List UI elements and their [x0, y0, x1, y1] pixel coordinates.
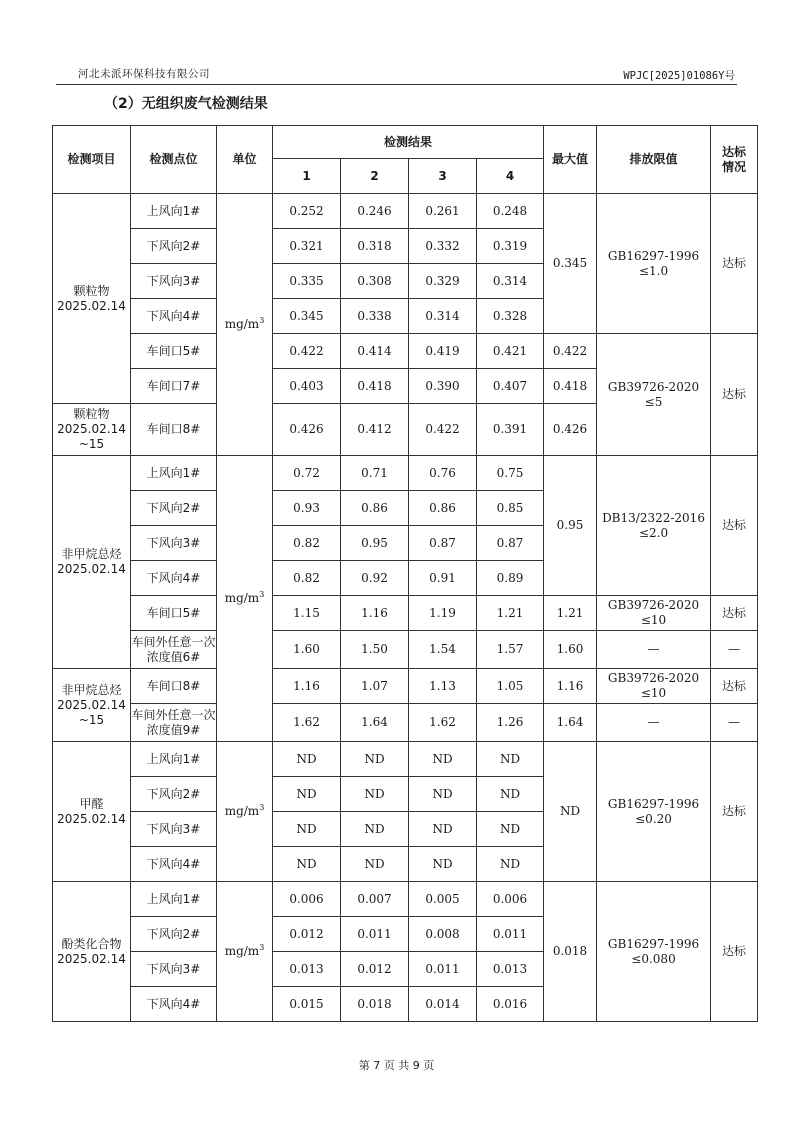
value-cell: 0.314	[477, 264, 544, 299]
value-cell: 0.72	[273, 456, 341, 491]
status-cell: —	[711, 704, 758, 742]
limit-standard: GB39726-2020	[607, 671, 700, 685]
table-row	[53, 742, 758, 777]
unit-cell: $mg/m^3$	[217, 456, 273, 742]
point-cell: 下风向2#	[131, 917, 217, 952]
col-header-limit: 排放限值	[597, 126, 711, 194]
value-cell: 0.011	[409, 952, 477, 987]
col-header-run-3: 3	[409, 159, 477, 194]
limit-cell	[597, 742, 711, 882]
company-name: 河北未派环保科技有限公司	[78, 68, 210, 80]
value-cell: 0.252	[273, 194, 341, 229]
value-cell: 0.91	[409, 561, 477, 596]
value-cell: 0.318	[341, 229, 409, 264]
value-cell: 1.16	[341, 596, 409, 631]
limit-standard: GB16297-1996	[607, 248, 700, 263]
col-header-item: 检测项目	[53, 126, 131, 194]
status-cell: 达标	[711, 669, 758, 704]
value-cell: 0.414	[341, 334, 409, 369]
value-cell: 0.018	[341, 987, 409, 1022]
point-cell: 下风向3#	[131, 952, 217, 987]
status-cell: 达标	[711, 596, 758, 631]
value-cell: 0.390	[409, 369, 477, 404]
value-cell: ND	[477, 777, 544, 812]
value-cell: 0.422	[409, 404, 477, 456]
value-cell: 1.64	[341, 704, 409, 742]
value-cell: 0.013	[273, 952, 341, 987]
table-row	[53, 882, 758, 917]
value-cell: 0.391	[477, 404, 544, 456]
limit-cell	[597, 596, 711, 631]
item-cell	[53, 882, 131, 1022]
value-cell: 0.95	[341, 526, 409, 561]
point-cell: 车间外任意一次浓度值6#	[131, 631, 217, 669]
value-cell: 1.50	[341, 631, 409, 669]
max-cell: 0.418	[544, 369, 597, 404]
value-cell: 0.76	[409, 456, 477, 491]
item-date: 2025.02.14	[57, 951, 126, 966]
item-cell	[53, 669, 131, 742]
limit-value: ≤5	[644, 394, 663, 409]
value-cell: 0.319	[477, 229, 544, 264]
point-cell: 下风向4#	[131, 987, 217, 1022]
value-cell: 0.006	[273, 882, 341, 917]
item-cell	[53, 404, 131, 456]
section-title: （2）无组织废气检测结果	[104, 96, 268, 112]
value-cell: 0.314	[409, 299, 477, 334]
value-cell: 0.248	[477, 194, 544, 229]
item-name: 酚类化合物	[61, 936, 122, 951]
value-cell: 1.62	[273, 704, 341, 742]
item-date: 2025.02.14~15	[57, 697, 126, 727]
col-header-results: 检测结果	[273, 126, 544, 159]
value-cell: 1.05	[477, 669, 544, 704]
value-cell: ND	[273, 847, 341, 882]
value-cell: 0.82	[273, 561, 341, 596]
status-cell: —	[711, 631, 758, 669]
value-cell: ND	[477, 742, 544, 777]
item-name: 非甲烷总烃	[61, 682, 122, 697]
value-cell: 0.86	[409, 491, 477, 526]
value-cell: 1.54	[409, 631, 477, 669]
limit-cell	[597, 669, 711, 704]
value-cell: 1.07	[341, 669, 409, 704]
results-table	[52, 125, 758, 1022]
limit-standard: GB16297-1996	[607, 796, 700, 811]
value-cell: 0.308	[341, 264, 409, 299]
max-cell: 1.60	[544, 631, 597, 669]
col-header-status: 达标情况	[711, 126, 758, 194]
table-row	[53, 194, 758, 229]
limit-standard: GB39726-2020	[607, 598, 700, 612]
point-cell: 上风向1#	[131, 742, 217, 777]
page-number: 第 7 页 共 9 页	[358, 1059, 435, 1072]
limit-cell: —	[597, 704, 711, 742]
value-cell: 1.16	[273, 669, 341, 704]
point-cell: 下风向4#	[131, 847, 217, 882]
limit-cell	[597, 882, 711, 1022]
value-cell: ND	[477, 812, 544, 847]
value-cell: 0.93	[273, 491, 341, 526]
value-cell: 0.012	[341, 952, 409, 987]
max-cell: 1.64	[544, 704, 597, 742]
point-cell: 下风向2#	[131, 491, 217, 526]
value-cell: 0.419	[409, 334, 477, 369]
point-cell: 下风向3#	[131, 526, 217, 561]
value-cell: 0.345	[273, 299, 341, 334]
value-cell: 0.338	[341, 299, 409, 334]
item-date: 2025.02.14	[57, 298, 126, 313]
item-name: 非甲烷总烃	[61, 547, 122, 561]
value-cell: 0.261	[409, 194, 477, 229]
table-row	[53, 334, 758, 369]
value-cell: 0.006	[477, 882, 544, 917]
limit-standard: GB16297-1996	[607, 936, 700, 951]
value-cell: 1.13	[409, 669, 477, 704]
max-cell: 0.018	[544, 882, 597, 1022]
value-cell: ND	[273, 777, 341, 812]
point-cell: 车间口5#	[131, 596, 217, 631]
table-row	[53, 704, 758, 742]
max-cell: 1.16	[544, 669, 597, 704]
max-cell: 1.21	[544, 596, 597, 631]
limit-standard: GB39726-2020	[607, 379, 700, 394]
item-name: 颗粒物	[73, 283, 110, 298]
value-cell: 0.403	[273, 369, 341, 404]
table-row	[53, 456, 758, 491]
value-cell: 0.86	[341, 491, 409, 526]
value-cell: 0.008	[409, 917, 477, 952]
report-number: WPJC[2025]01086Y号	[623, 70, 735, 82]
point-cell: 上风向1#	[131, 194, 217, 229]
col-header-run-1: 1	[273, 159, 341, 194]
value-cell: 0.418	[341, 369, 409, 404]
limit-cell	[597, 194, 711, 334]
item-name: 甲醛	[79, 796, 104, 811]
point-cell: 下风向3#	[131, 264, 217, 299]
unit-cell: $mg/m^3$	[217, 882, 273, 1022]
limit-value: ≤1.0	[638, 263, 669, 278]
value-cell: 1.26	[477, 704, 544, 742]
point-cell: 下风向2#	[131, 229, 217, 264]
item-cell	[53, 456, 131, 669]
point-cell: 上风向1#	[131, 456, 217, 491]
value-cell: 0.85	[477, 491, 544, 526]
value-cell: ND	[409, 847, 477, 882]
status-cell: 达标	[711, 334, 758, 456]
item-cell	[53, 194, 131, 404]
value-cell: 1.60	[273, 631, 341, 669]
value-cell: 0.71	[341, 456, 409, 491]
value-cell: 0.87	[409, 526, 477, 561]
value-cell: 0.329	[409, 264, 477, 299]
table-row	[53, 596, 758, 631]
limit-value: ≤10	[640, 686, 667, 700]
point-cell: 上风向1#	[131, 882, 217, 917]
item-name: 颗粒物	[73, 407, 110, 421]
limit-cell	[597, 334, 711, 456]
value-cell: 0.011	[477, 917, 544, 952]
value-cell: 0.016	[477, 987, 544, 1022]
limit-standard: DB13/2322-2016	[602, 510, 705, 525]
value-cell: 0.422	[273, 334, 341, 369]
limit-value: ≤2.0	[638, 525, 669, 540]
status-cell: 达标	[711, 742, 758, 882]
value-cell: 0.015	[273, 987, 341, 1022]
table-row	[53, 631, 758, 669]
point-cell: 车间口8#	[131, 404, 217, 456]
value-cell: ND	[341, 777, 409, 812]
value-cell: 0.011	[341, 917, 409, 952]
limit-cell	[597, 456, 711, 596]
max-cell: 0.95	[544, 456, 597, 596]
value-cell: ND	[409, 812, 477, 847]
value-cell: 0.75	[477, 456, 544, 491]
max-cell: 0.345	[544, 194, 597, 334]
col-header-run-4: 4	[477, 159, 544, 194]
limit-cell: —	[597, 631, 711, 669]
value-cell: 0.87	[477, 526, 544, 561]
item-date: 2025.02.14	[57, 562, 126, 576]
value-cell: ND	[409, 742, 477, 777]
status-cell: 达标	[711, 194, 758, 334]
value-cell: 1.57	[477, 631, 544, 669]
value-cell: ND	[341, 812, 409, 847]
value-cell: 0.89	[477, 561, 544, 596]
value-cell: 0.321	[273, 229, 341, 264]
value-cell: 0.407	[477, 369, 544, 404]
status-cell: 达标	[711, 882, 758, 1022]
value-cell: 0.014	[409, 987, 477, 1022]
table-row	[53, 669, 758, 704]
point-cell: 车间口8#	[131, 669, 217, 704]
status-cell: 达标	[711, 456, 758, 596]
max-cell: 0.422	[544, 334, 597, 369]
limit-value: ≤10	[640, 613, 667, 627]
value-cell: 0.328	[477, 299, 544, 334]
value-cell: ND	[273, 812, 341, 847]
unit-cell: $mg/m^3$	[217, 742, 273, 882]
col-header-unit: 单位	[217, 126, 273, 194]
value-cell: 0.412	[341, 404, 409, 456]
value-cell: 0.007	[341, 882, 409, 917]
item-cell	[53, 742, 131, 882]
value-cell: 0.82	[273, 526, 341, 561]
value-cell: 1.15	[273, 596, 341, 631]
value-cell: 0.335	[273, 264, 341, 299]
point-cell: 车间口7#	[131, 369, 217, 404]
value-cell: 0.013	[477, 952, 544, 987]
value-cell: 0.426	[273, 404, 341, 456]
limit-value: ≤0.20	[635, 811, 672, 826]
point-cell: 车间口5#	[131, 334, 217, 369]
value-cell: ND	[409, 777, 477, 812]
col-header-max: 最大值	[544, 126, 597, 194]
point-cell: 下风向2#	[131, 777, 217, 812]
value-cell: 1.62	[409, 704, 477, 742]
item-date: 2025.02.14	[57, 811, 126, 826]
value-cell: ND	[273, 742, 341, 777]
point-cell: 车间外任意一次浓度值9#	[131, 704, 217, 742]
item-date: 2025.02.14~15	[57, 422, 126, 451]
limit-value: ≤0.080	[631, 951, 676, 966]
value-cell: ND	[341, 742, 409, 777]
value-cell: 0.332	[409, 229, 477, 264]
col-header-run-2: 2	[341, 159, 409, 194]
value-cell: ND	[477, 847, 544, 882]
value-cell: 0.012	[273, 917, 341, 952]
point-cell: 下风向4#	[131, 299, 217, 334]
header-divider	[56, 84, 737, 85]
col-header-point: 检测点位	[131, 126, 217, 194]
point-cell: 下风向4#	[131, 561, 217, 596]
value-cell: 0.421	[477, 334, 544, 369]
max-cell: 0.426	[544, 404, 597, 456]
value-cell: 0.005	[409, 882, 477, 917]
unit-cell: $mg/m^3$	[217, 194, 273, 456]
value-cell: 1.21	[477, 596, 544, 631]
max-cell: ND	[544, 742, 597, 882]
value-cell: 0.92	[341, 561, 409, 596]
value-cell: 1.19	[409, 596, 477, 631]
value-cell: ND	[341, 847, 409, 882]
point-cell: 下风向3#	[131, 812, 217, 847]
value-cell: 0.246	[341, 194, 409, 229]
